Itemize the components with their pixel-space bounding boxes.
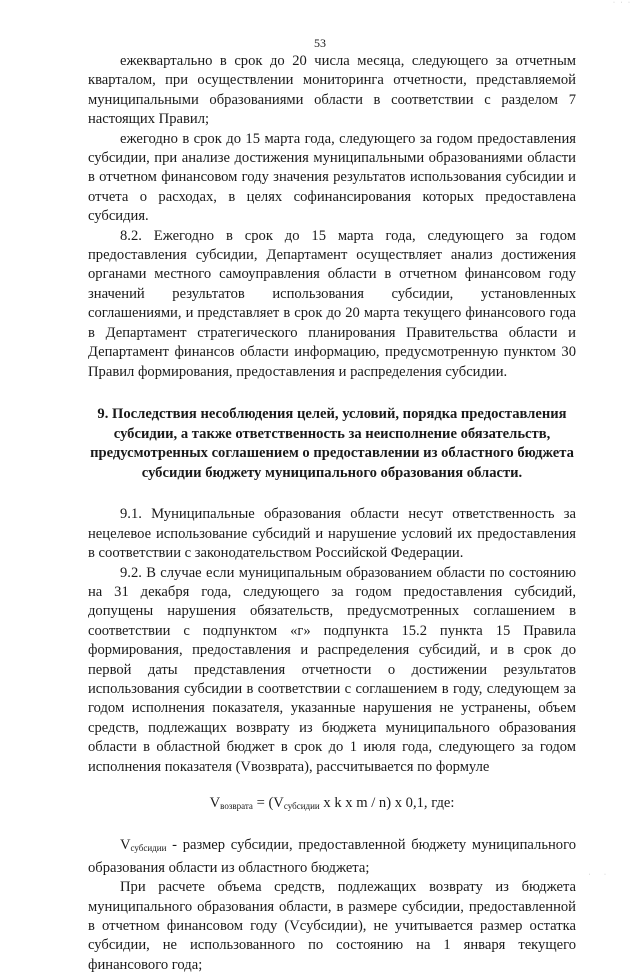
definition-v-subsidy [88, 836, 576, 878]
paragraph-9-1: 9.1. Муниципальные образования области несут ответственность за нецелевое использование субсидий и нарушение условий их предоставления в соответствии с законодательством Российской Федерации. [88, 506, 576, 562]
formula-lhs-symbol: V [209, 794, 221, 811]
corner-scan-mark-bottom: · · [588, 872, 612, 878]
formula-rhs-subscript: субсидии [283, 800, 320, 811]
section-heading-9: 9. Последствия несоблюдения целей, условий, порядка предоставления субсидии, а также ответственность за неисполнение обязательств, предусмотренных соглашением о предоставлении из областного бюджета субсидии бюджету муниципального образования области. [90, 405, 574, 481]
definition-text: - размер субсидии, предоставленной бюджету муниципального образования области из областного бюджета; [88, 837, 576, 876]
formula-lhs-subscript: возврата [220, 800, 253, 811]
paragraph-calculation-note: При расчете объема средств, подлежащих возврату из бюджета муниципального образования области, в размере субсидии, предоставленной в отчетном финансовом году (Vсубсидии), не учитывается размер остатка субсидии, не использованного по состоянию на 1 января текущего финансового года; [88, 879, 576, 973]
paragraph-9-2: 9.2. В случае если муниципальным образованием области по состоянию на 31 декабря года, следующего за годом предоставления субсидий, допущены нарушения обязательств, предусмотренных соглашением в соответствии с подпунктом «г» подпункта 15.2 пункта 15 Правила формирования, предоставления и распределения субсидий, и в срок до первой даты представления отчетности о достижении результатов использования субсидии в соответствии с соглашением в году, следующем за годом исполнения показателя, указанные нарушения не устранены, объем средств, подлежащих возврату из бюджета муниципального образования области в областной бюджет в срок до 1 июля года, следующего за годом исполнения показателя (Vвозврата), рассчитывается по формуле [88, 564, 576, 775]
definition-symbol: V [120, 837, 131, 854]
paragraph-annual: ежегодно в срок до 15 марта года, следующего за годом предоставления субсидии, при анализе достижения муниципальными образованиями области в отчетном финансовом году значения результатов использования субсидии и отчета о расходах, в целях софинансирования которых предоставлена субсидия. [88, 130, 576, 225]
page-number: 53 [314, 36, 326, 50]
formula-tail: x k x m / n) x 0,1, где: [319, 794, 455, 811]
document-body [88, 52, 576, 975]
paragraph-8-2: 8.2. Ежегодно в срок до 15 марта года, следующего за годом предоставления субсидии, Департамент осуществляет анализ достижения органами местного самоуправления области в отчетном финансовом году значений результатов использования субсидии, установленных соглашениями, и представляет в срок до 20 марта текущего финансового года в Департамент стратегического планирования Правительства области и Департамент финансов области информацию, предусмотренную пунктом 30 Правил формирования, предоставления и распределения субсидии. [88, 227, 576, 380]
paragraph-quarterly: ежеквартально в срок до 20 числа месяца, следующего за отчетным кварталом, при осуществлении мониторинга отчетности, представляемой муниципальными образованиями области в соответствии с разделом 7 настоящих Правил; [88, 53, 576, 128]
return-volume-formula [88, 794, 576, 816]
definition-symbol-subscript: субсидии [130, 843, 167, 854]
formula-middle: = (V [252, 794, 284, 811]
corner-scan-mark: · · · [613, 0, 632, 6]
